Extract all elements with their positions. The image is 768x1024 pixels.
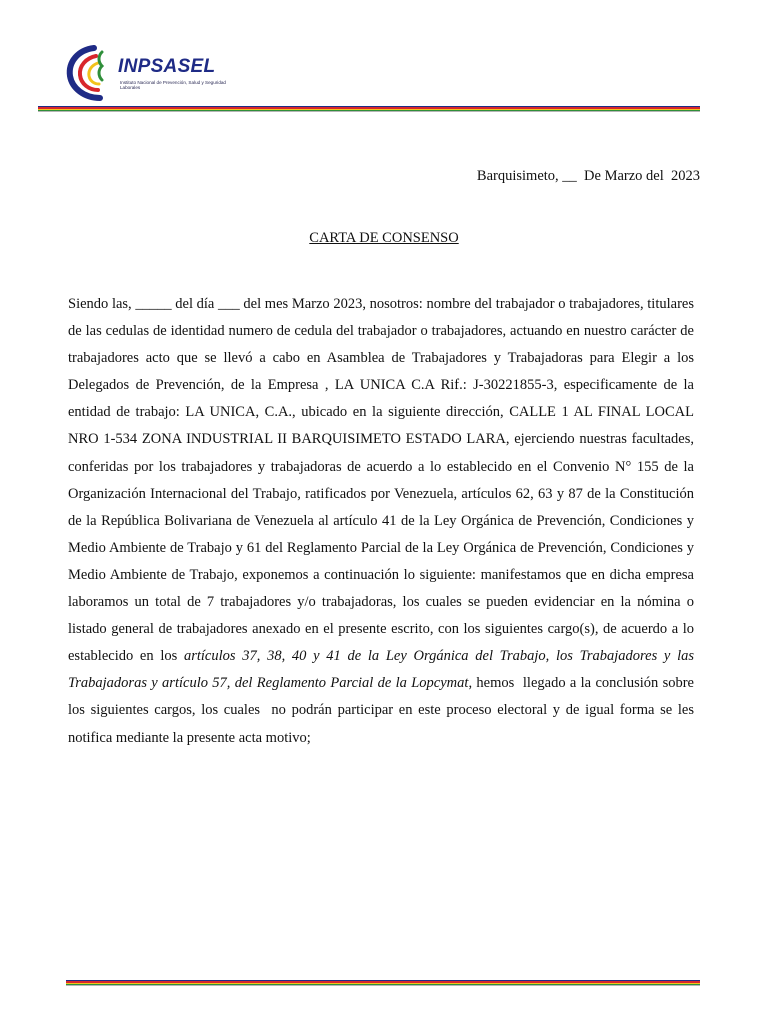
body-text-conclusion: , hemos llegado a la conclusión sobre los siguientes cargos, los cuales no podrán participar en este proceso electoral y de igual forma se les notifica mediante la presente acta motivo; [68, 675, 698, 746]
document-title [0, 230, 768, 247]
body-text-legal-reference: artículos 37, 38, 40 y 41 de la Ley Orgánica del Trabajo, los Trabajadores y las Trabajadoras y artículo 57, del Reglamento Parcial de la Lopcymat [68, 648, 698, 692]
body-paragraph [68, 291, 698, 752]
logo-emblem-icon [64, 42, 120, 104]
date-line: Barquisimeto, __ De Marzo del 2023 [476, 168, 700, 184]
inpsasel-logo [64, 42, 224, 104]
document-title-text: CARTA DE CONSENSO [309, 230, 459, 246]
logo-subtitle: Instituto Nacional de Prevención, Salud y Seguridad Laborales [120, 80, 226, 91]
footer-stripes [66, 980, 700, 986]
body-text-intro: Siendo las, _____ del día ___ del mes Marzo 2023, nosotros: nombre del trabajador o trabajadores, titulares de las cedulas de identidad numero de cedula del trabajador o trabajadores, actuando en nuestro carácter de trabajadores acto que se llevó a cabo en Asamblea de Trabajadores y Trabajadoras para Elegir a los Delegados de Prevención, de la Empresa , LA UNICA C.A Rif.: J-30221855-3, especificamente de la entidad de trabajo: LA UNICA, C.A., ubicado en la siguiente dirección, CALLE 1 AL FINAL LOCAL NRO 1-534 ZONA INDUSTRIAL II BARQUISIMETO ESTADO LARA, ejerciendo nuestras facultades, conferidas por los trabajadores y trabajadoras de acuerdo a lo establecido en el Convenio N° 155 de la Organización Internacional del Trabajo, ratificados por Venezuela, artículos 62, 63 y 87 de la Constitución de la República Bolivariana de Venezuela al artículo 41 de la Ley Orgánica de Prevención, Condiciones y Medio Ambiente de Trabajo y 61 del Reglamento Parcial de la Ley Orgánica de Prevención, Condiciones y Medio Ambiente de Trabajo, exponemos a continuación lo siguiente: manifestamos que en dicha empresa laboramos un total de 7 trabajadores y/o trabajadoras, los cuales se pueden evidenciar en la nómina o listado general de trabajadores anexado en el presente escrito, con los siguientes cargo(s), de acuerdo a lo establecido en los [68, 296, 698, 665]
header-stripes [38, 106, 700, 112]
logo-name: INPSASEL [118, 56, 216, 77]
